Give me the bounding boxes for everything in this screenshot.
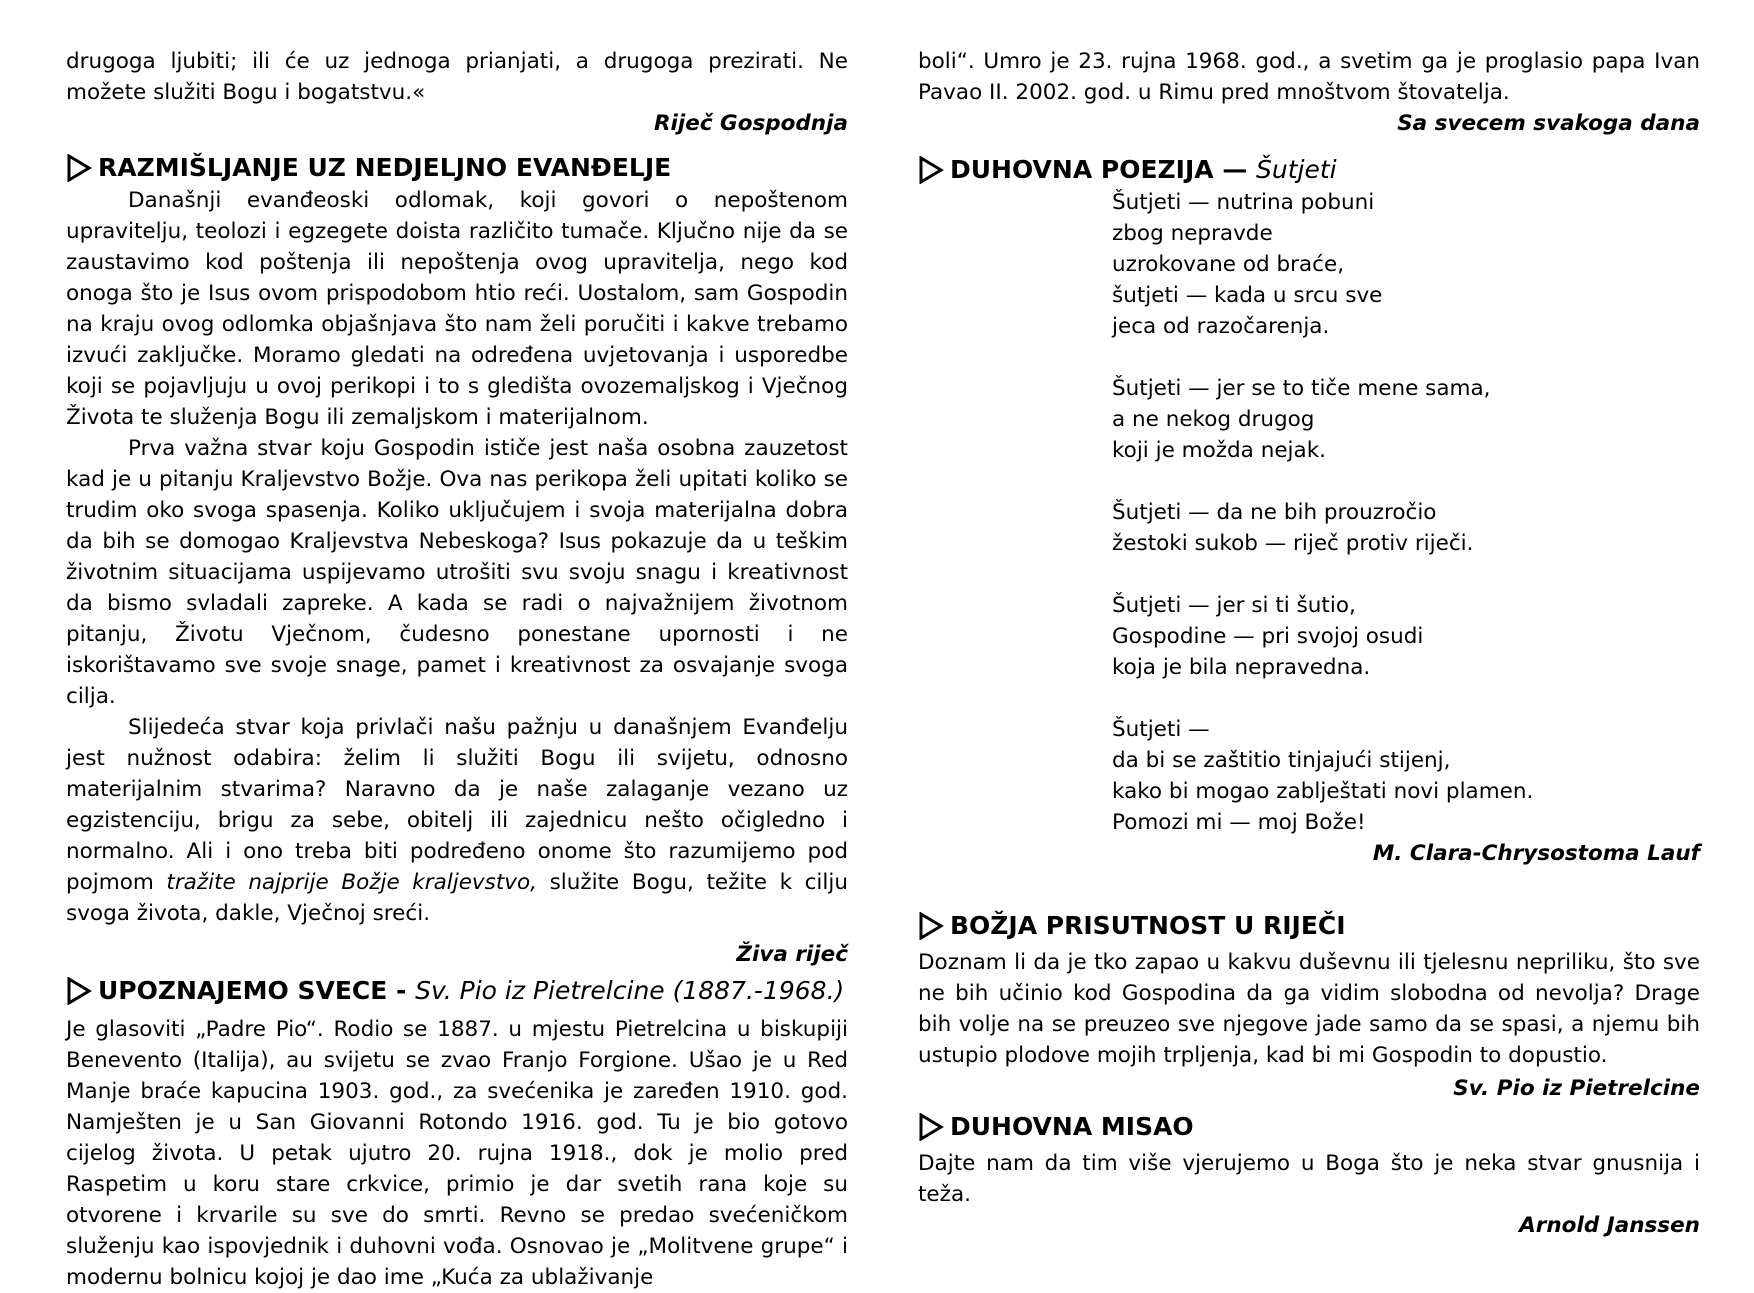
presence-heading-text: BOŽJA PRISUTNOST U RIJEČI bbox=[950, 911, 1346, 940]
reflection-source: Živa riječ bbox=[736, 942, 848, 967]
reflection-paragraph-2: Prva važna stvar koju Gospodin ističe jest naša osobna zauzetost kad je u pitanju Kraljevstvo Božje. Ova nas perikopa želi upitati koliko se trudim oko svoga spasenja. Koliko uključujem i svoja materijalna dobra da bih se domogao Kraljevstva Nebeskoga? Isus pokazuje da u teškim životnim situacijama uspijevamo utrošiti svu svoju snagu i kreativnost da bismo svladali zapreke. A kada se radi o najvažnijem životnom pitanju, Životu Vječnom, čudesno ponestane upornosti i ne iskorištavamo sve svoje snage, pamet i kreativnost za osvajanje svoga cilja. bbox=[66, 436, 848, 709]
poem-stanza bbox=[1112, 590, 1700, 683]
poem-line: uzrokovane od braće, bbox=[1112, 252, 1345, 277]
poem-line: šutjeti — kada u srcu sve bbox=[1112, 283, 1383, 308]
reflection-paragraph-3 bbox=[66, 712, 848, 929]
play-triangle-icon bbox=[66, 977, 92, 1005]
left-column bbox=[66, 46, 848, 1293]
poem-line: Šutjeti — nutrina pobuni bbox=[1112, 190, 1375, 215]
gospel-source: Riječ Gospodnja bbox=[653, 111, 848, 136]
presence-heading bbox=[918, 909, 1700, 943]
reflection-paragraph-3-part2: služite Bogu, težite k cilju svoga života, dakle, Vječnoj sreći. bbox=[66, 870, 848, 926]
saints-heading-text: UPOZNAJEMO SVECE - bbox=[98, 976, 416, 1005]
poem-line: Pomozi mi — moj Bože! bbox=[1112, 810, 1366, 835]
reflection-paragraph-3-part1: Slijedeća stvar koja privlači našu pažnju u današnjem Evanđelju jest nužnost odabira: želim li služiti Bogu ili svijetu, odnosno materijalnim stvarima? Naravno da je naše zalaganje vezano uz egzistenciju, brigu za sebe, obitelj ili zajednicu nešto očigledno i normalno. Ali i ono treba biti podređeno onome što razumijemo pod pojmom bbox=[66, 715, 848, 895]
poem-line: kako bi mogao zablještati novi plamen. bbox=[1112, 779, 1534, 804]
reflection-heading-text: RAZMIŠLJANJE UZ NEDJELJNO EVANĐELJE bbox=[98, 153, 672, 182]
gospel-closing-text: drugoga ljubiti; ili će uz jednoga prianjati, a drugoga prezirati. Ne možete služiti Bogu i bogatstvu.« bbox=[66, 49, 848, 105]
thought-source: Arnold Janssen bbox=[1519, 1213, 1700, 1238]
poem-stanza bbox=[1112, 714, 1700, 838]
thought-heading-text: DUHOVNA MISAO bbox=[950, 1112, 1194, 1141]
reflection-heading bbox=[66, 151, 848, 185]
reflection-paragraph-3-emphasis: tražite najprije Božje kraljevstvo, bbox=[166, 870, 537, 895]
poem-line: Šutjeti — bbox=[1112, 717, 1210, 742]
thought-heading bbox=[918, 1110, 1700, 1144]
poem-stanza bbox=[1112, 187, 1700, 342]
poetry-heading-text: DUHOVNA POEZIJA — bbox=[950, 155, 1257, 184]
play-triangle-icon bbox=[918, 156, 944, 184]
poem-line: da bi se zaštitio tinjajući stijenj, bbox=[1112, 748, 1451, 773]
saints-source: Sa svecem svakoga dana bbox=[1397, 111, 1700, 136]
poem-line: koja je bila nepravedna. bbox=[1112, 655, 1371, 680]
saints-subtitle: Sv. Pio iz Pietrelcine (1887.-1968.) bbox=[415, 976, 845, 1005]
saints-text: Je glasoviti „Padre Pio“. Rodio se 1887. u mjestu Pietrelcina u biskupiji Benevento (Italija), au svijetu se zvao Franjo Forgione. Ušao je u Red Manje braće kapucina 1903. god., za svećenika je zaređen 1910. god. Namješten je u San Giovanni Rotondo 1916. god. Tu je bio gotovo cijelog života. U petak ujutro 20. rujna 1918., dok je molio pred Raspetim u koru stare crkvice, primio je dar svetih rana koje su otvorene i krvarile su sve do smrti. Revno se predao svećeničkom služenju kao ispovjednik i duhovni vođa. Osnovao je „Molitvene grupe“ i modernu bolnicu kojoj je dao ime „Kuća za ublaživanje bbox=[66, 1017, 848, 1290]
poem-line: jeca od razočarenja. bbox=[1112, 314, 1330, 339]
poem-line: Gospodine — pri svojoj osudi bbox=[1112, 624, 1424, 649]
poem-stanza bbox=[1112, 373, 1700, 466]
poem-line: zbog nepravde bbox=[1112, 221, 1273, 246]
saints-continued-text: boli“. Umro je 23. rujna 1968. god., a svetim ga je proglasio papa Ivan Pavao II. 2002. god. u Rimu pred mnoštvom štovatelja. bbox=[918, 49, 1700, 105]
poem-stanza bbox=[1112, 497, 1700, 559]
presence-text: Doznam li da je tko zapao u kakvu duševnu ili tjelesnu nepriliku, što sve ne bih učinio kod Gospodina da ga vidim slobodna od nevolja? Drage bih volje na se preuzeo sve njegove jade samo da se spasi, a njemu bih ustupio plodove mojih trpljenja, kad bi mi Gospodin to dopustio. bbox=[918, 950, 1700, 1068]
poem-line: Šutjeti — jer se to tiče mene sama, bbox=[1112, 376, 1491, 401]
poem-line: koji je možda nejak. bbox=[1112, 438, 1326, 463]
poem-line: a ne nekog drugog bbox=[1112, 407, 1315, 432]
thought-text: Dajte nam da tim više vjerujemo u Boga što je neka stvar gnusnija i teža. bbox=[918, 1151, 1700, 1207]
poem-title: Šutjeti bbox=[1256, 155, 1337, 184]
play-triangle-icon bbox=[918, 912, 944, 940]
poem-line: Šutjeti — da ne bih prouzročio bbox=[1112, 500, 1437, 525]
play-triangle-icon bbox=[66, 154, 92, 182]
presence-source: Sv. Pio iz Pietrelcine bbox=[1453, 1076, 1700, 1101]
poem bbox=[1112, 187, 1700, 838]
poem-author: M. Clara-Chrysostoma Lauf bbox=[1372, 841, 1700, 866]
poem-line: žestoki sukob — riječ protiv riječi. bbox=[1112, 531, 1474, 556]
poem-line: Šutjeti — jer si ti šutio, bbox=[1112, 593, 1356, 618]
poetry-heading bbox=[918, 153, 1700, 187]
play-triangle-icon bbox=[918, 1113, 944, 1141]
reflection-paragraph-1: Današnji evanđeoski odlomak, koji govori o nepoštenom upravitelju, teolozi i egzegete doista različito tumače. Ključno nije da se zaustavimo kod poštenja ili nepoštenja ovog upravitelja, nego kod onoga što je Isus ovom prispodobom htio reći. Uostalom, sam Gospodin na kraju ovog odlomka objašnjava što nam želi poručiti i kakve trebamo izvući zaključke. Moramo gledati na određena uvjetovanja i usporedbe koji se pojavljuju u ovoj perikopi i to s gledišta ovozemaljskog i Vječnog Života te služenja Bogu ili zemaljskom i materijalnom. bbox=[66, 188, 848, 430]
saints-heading bbox=[66, 974, 848, 1008]
right-column bbox=[918, 46, 1700, 1241]
